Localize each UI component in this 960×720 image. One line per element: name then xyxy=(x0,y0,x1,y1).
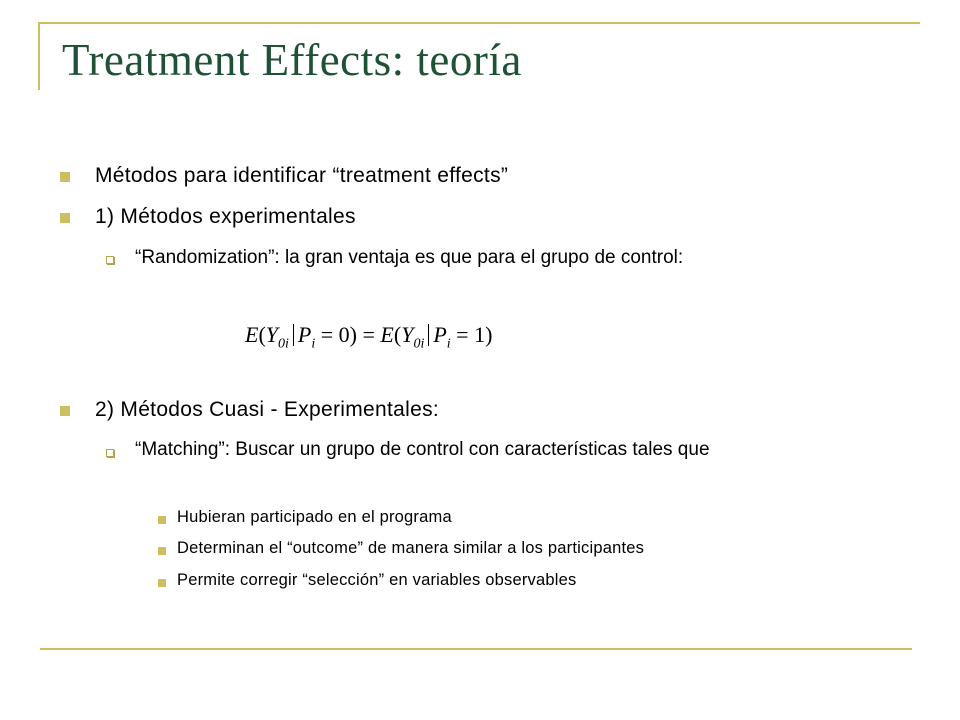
bottom-rule xyxy=(40,648,912,650)
bullet-square-icon xyxy=(60,172,70,182)
bullet-small-square-icon xyxy=(158,516,166,524)
bullet-quasi-experimental-methods: 2) Métodos Cuasi - Experimentales: xyxy=(95,398,440,421)
bullet-small-square-icon xyxy=(158,579,166,587)
sub-sub-bullet-selection: Permite corregir “selección” en variables observables xyxy=(177,571,577,589)
bullet-square-icon xyxy=(60,406,70,416)
top-rule xyxy=(40,22,920,24)
bullet-square-icon xyxy=(60,213,70,223)
sub-bullet-matching: “Matching”: Buscar un grupo de control con características tales que xyxy=(135,439,710,460)
sub-bullet-randomization: “Randomization”: la gran ventaja es que para el grupo de control: xyxy=(135,247,684,268)
bullet-experimental-methods: 1) Métodos experimentales xyxy=(95,205,356,228)
sub-sub-bullet-participated: Hubieran participado en el programa xyxy=(177,508,452,526)
bullet-small-square-icon xyxy=(158,547,166,555)
bullet-hollow-square-icon xyxy=(106,449,114,457)
left-rule xyxy=(38,22,40,90)
slide-title: Treatment Effects: teoría xyxy=(62,35,522,85)
sub-sub-bullet-outcome: Determinan el “outcome” de manera similar a los participantes xyxy=(177,539,645,557)
bullet-methods-intro: Métodos para identificar “treatment effects” xyxy=(95,164,509,187)
bullet-hollow-square-icon xyxy=(106,256,114,264)
equation-expected-values: $E(Y_{0i}$ $P_i = 0) = E(Y_{0i}$ $P_i = 1$) xyxy=(245,322,493,352)
